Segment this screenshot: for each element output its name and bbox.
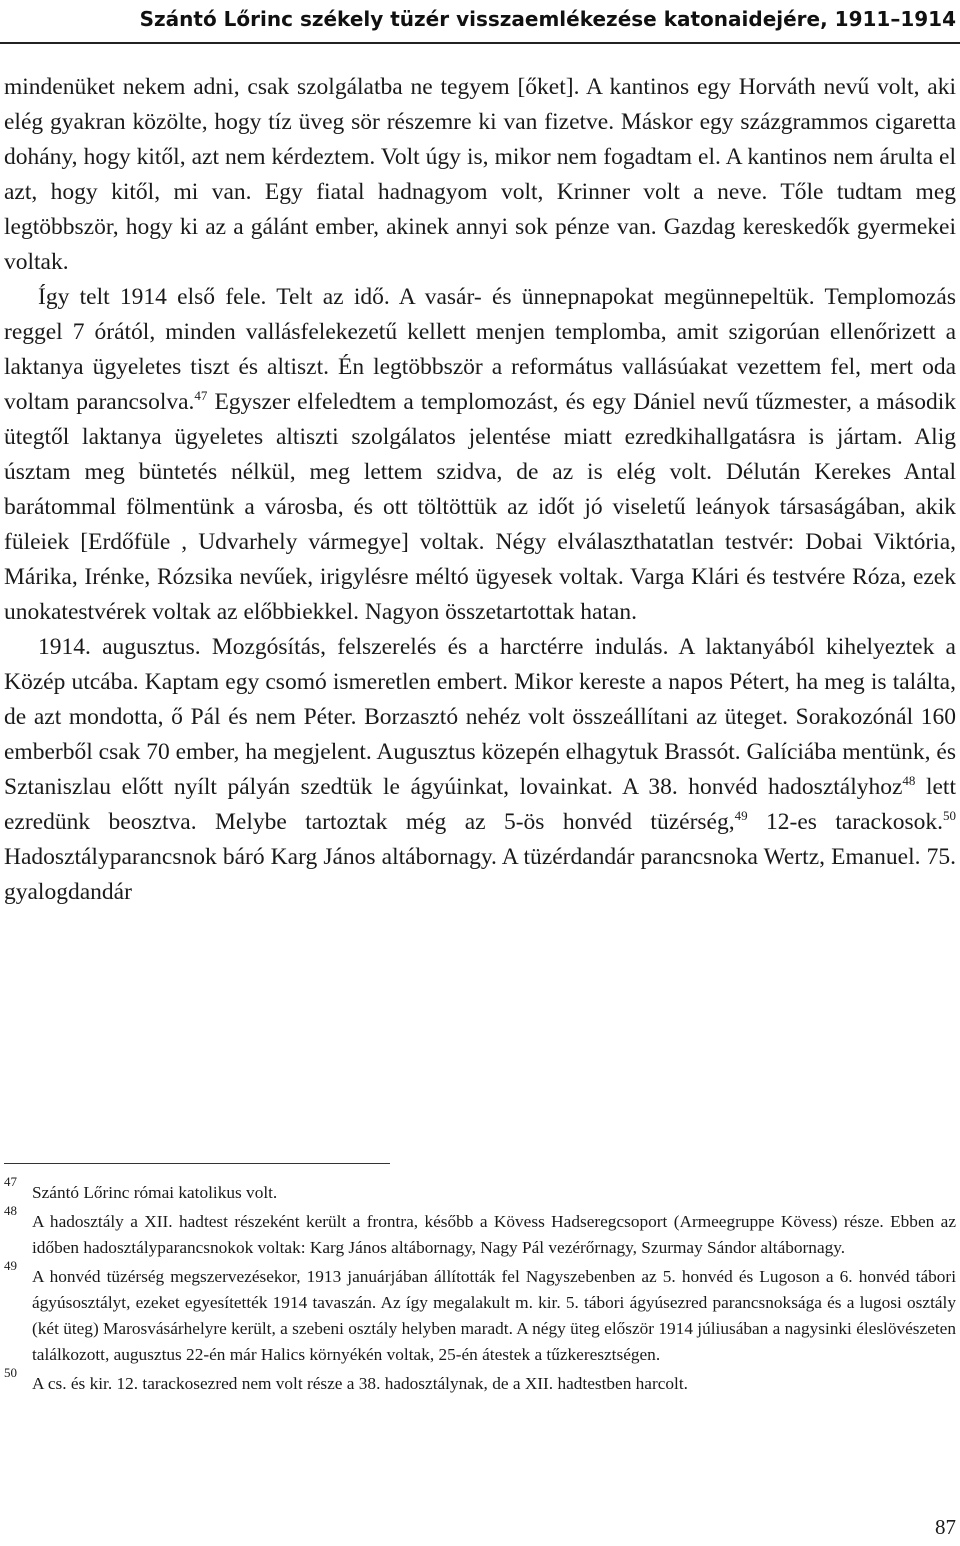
paragraph-3-part-d: Hadosztályparancsnok báró Karg János altábornagy. A tüzérdandár parancsnoka Wertz, Emanuel. 75. gyalogdandár [4, 844, 956, 905]
footnote-text: A hadosztály a XII. hadtest részeként került a frontra, később a Kövess Hadseregcsoport (Armeegruppe Kövess) része. Ebben az időben hadosztályparancsnokok voltak: Karg János altábornagy, Nagy Pál vezérőrnagy, Szurmay Sándor altábornagy. [32, 1212, 956, 1257]
running-header: Szántó Lőrinc székely tüzér visszaemlékezése katonaidejére, 1911–1914 [139, 7, 956, 31]
main-text [4, 70, 956, 910]
paragraph-3-part-b: lett ezredünk beosztva. Melybe tartoztak még az 5-ös honvéd tüzérség, [4, 774, 956, 835]
paragraph-3 [4, 630, 956, 910]
footnote-number: 47 [4, 1174, 17, 1189]
paragraph-1: mindenüket nekem adni, csak szolgálatba ne tegyem [őket]. A kantinos egy Horváth nevű volt, aki elég gyakran közölte, hogy tíz üveg sör részemre ki van fizetve. Máskor egy százgrammos cigaretta dohány, hogy kitől, azt nem kérdeztem. Volt úgy is, mikor nem fogadtam el. A kantinos nem árulta el azt, hogy kitől, mi van. Egy fiatal hadnagyom volt, Krinner volt a neve. Tőle tudtam meg legtöbbször, hogy ki az a gálánt ember, akinek annyi sok pénze van. Gazdag kereskedők gyermekei voltak. [4, 74, 956, 275]
paragraph-3-part-c: 12-es tarackosok. [747, 809, 943, 835]
footnote-text: A honvéd tüzérség megszervezésekor, 1913 januárjában állították fel Nagyszebenben az 5. honvéd és Lugoson a 6. honvéd tábori ágyúsosztályt, ezeket egyesítették 1914 tavaszán. Az így megalakult m. kir. 5. tábori ágyúsezred parancsnoksága és a lugosi osztály (két üteg) Marosvásárhelyre került, a szebeni osztály helyben maradt. A négy üteg először 1914 júliusában a nagysinki éleslövészeten találkozott, augusztus 22-én már Halics környékén voltak, 25-én átestek a tűzkeresztségen. [32, 1267, 956, 1364]
footnote-rule [4, 1163, 390, 1164]
paragraph-2 [4, 280, 956, 630]
paragraph-2-part-a: Így telt 1914 első fele. Telt az idő. A vasár- és ünnepnapokat megünnepeltük. Templomozás reggel 7 órától, minden vallásfelekezetű kellett menjen templomba, amit szigorúan ellenőrizett a laktanya ügyeletes tiszt és altiszt. Én legtöbbször a református vallásúakat vezettem fel, mert oda voltam parancsolva. [4, 284, 956, 415]
footnote-ref-50[interactable]: 50 [943, 808, 956, 824]
footnote-50 [4, 1365, 956, 1397]
page-number: 87 [935, 1515, 956, 1539]
footnote-ref-48[interactable]: 48 [902, 773, 916, 789]
paragraph-3-part-a: 1914. augusztus. Mozgósítás, felszerelés és a harctérre indulás. A laktanyából kihelyeztek a Közép utcába. Kaptam egy csomó ismeretlen embert. Mikor kereste a napos Pétert, ha meg is találta, de azt mondotta, ő Pál és nem Péter. Borzasztó nehéz volt összeállítani az üteget. Sorakozónál 160 emberből csak 70 ember, ha megjelent. Augusztus közepén elhagytuk Brassót. Galíciába mentünk, és Sztaniszlau előtt nyílt pályán szedtük le ágyúinkat, lovainkat. A 38. honvéd hadosztályhoz [4, 634, 956, 800]
header-rule [0, 42, 960, 44]
footnote-ref-47[interactable]: 47 [194, 388, 208, 404]
footnote-text: Szántó Lőrinc római katolikus volt. [32, 1183, 278, 1202]
footnote-ref-49[interactable]: 49 [734, 808, 748, 824]
paragraph-2-part-b: Egyszer elfeledtem a templomozást, és egy Dániel nevű tűzmester, a második ütegtől laktanya ügyeletes altiszti szolgálatos jelentése miatt ezredkihallgatásra is jártam. Alig úsztam meg büntetés nélkül, meg lettem szidva, de az is elég volt. Délután Kerekes Antal barátommal fölmentünk a városba, és ott töltöttük az időt jó viseletű leányok társaságában, akik füleiek [Erdőfüle , Udvarhely vármegye] voltak. Négy elválaszthatatlan testvér: Dobai Viktória, Márika, Irénke, Rózsika nevűek, irigylésre méltó ügyesek voltak. Varga Klári és testvére Róza, ezek unokatestvérek voltak az előbbiekkel. Nagyon összetartottak hatan. [4, 389, 956, 625]
footnotes [4, 1174, 956, 1400]
footnote-number: 50 [4, 1365, 17, 1380]
footnote-number: 48 [4, 1203, 17, 1218]
footnote-text: A cs. és kir. 12. tarackosezred nem volt része a 38. hadosztálynak, de a XII. hadtestben harcolt. [32, 1374, 688, 1393]
footnote-48 [4, 1203, 956, 1261]
footnote-number: 49 [4, 1258, 17, 1273]
footnote-49 [4, 1258, 956, 1368]
footnote-47 [4, 1174, 956, 1206]
